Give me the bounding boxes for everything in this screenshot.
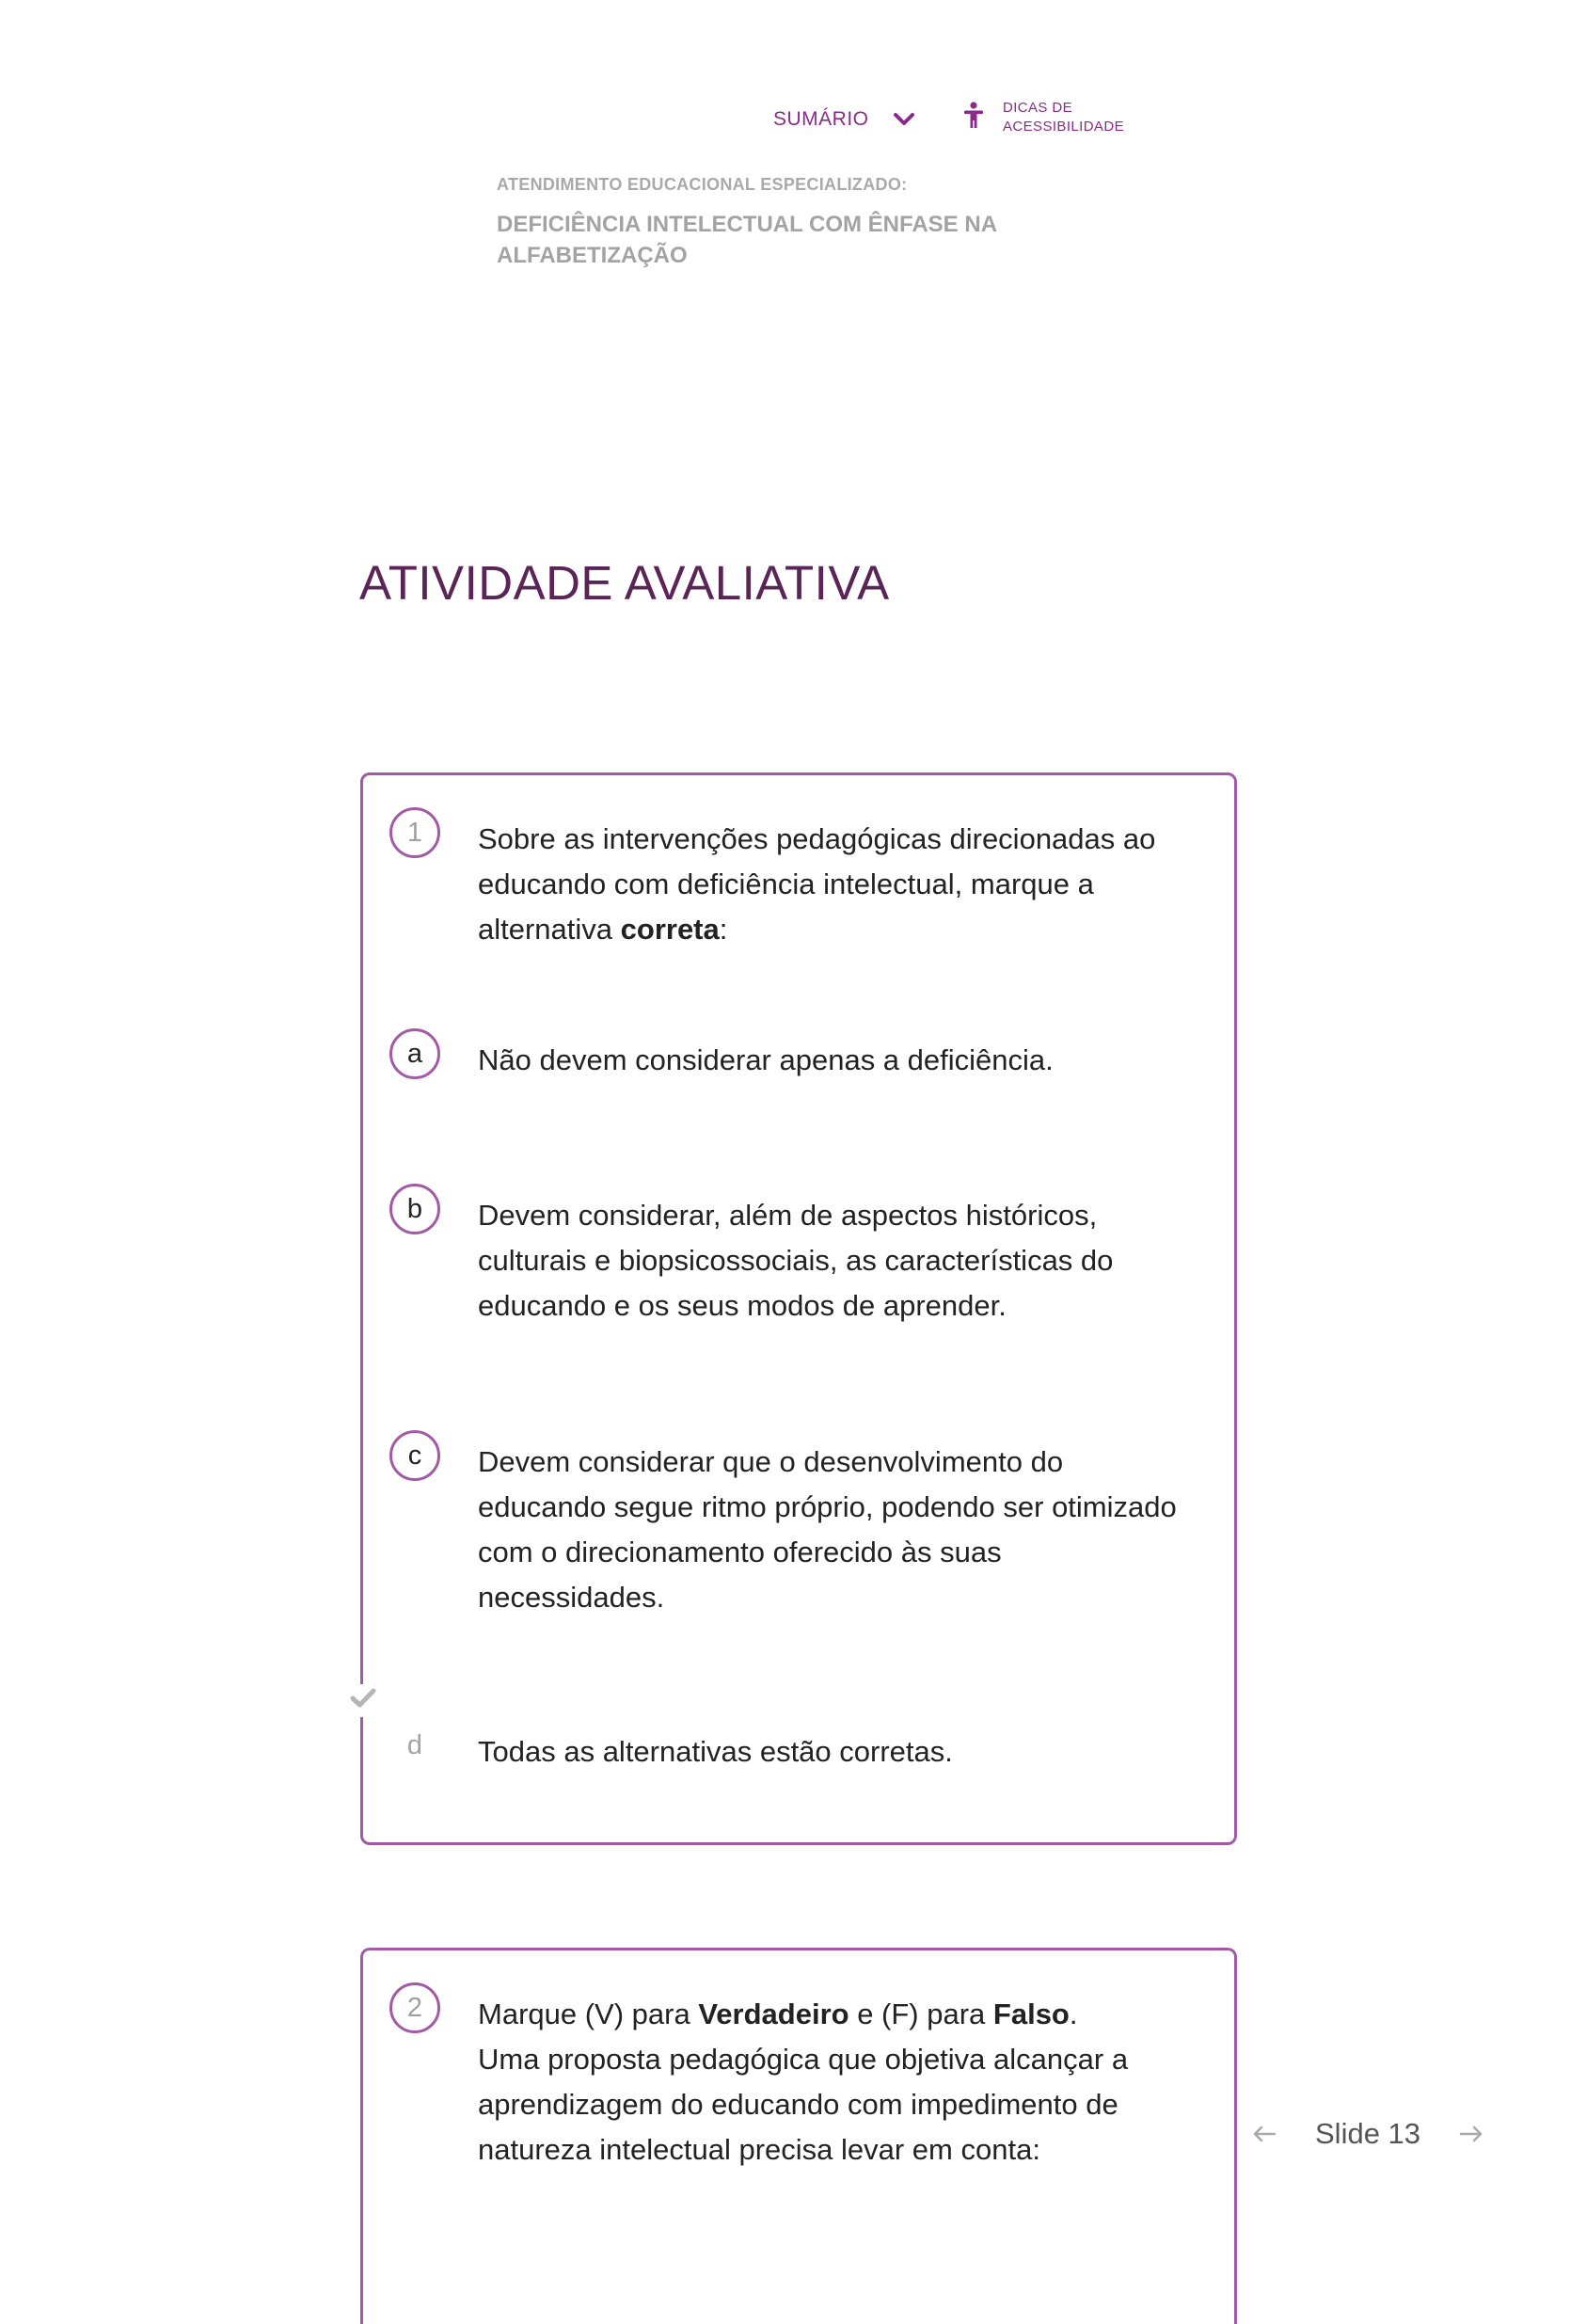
option-b-text[interactable]: Devem considerar, além de aspectos históricos, culturais e biopsicossociais, as características do educando e os seus modos de aprender. bbox=[478, 1199, 1114, 1322]
course-subtitle bbox=[497, 209, 1023, 271]
question-number-badge: 1 bbox=[389, 807, 440, 858]
accessibility-icon bbox=[963, 102, 984, 135]
next-slide-button[interactable] bbox=[1447, 2125, 1496, 2142]
question-number-badge-2: 2 bbox=[389, 1982, 440, 2033]
arrow-left-icon bbox=[1252, 2125, 1277, 2142]
accessibility-tips-link[interactable] bbox=[963, 99, 1124, 136]
option-c-badge[interactable]: c bbox=[389, 1430, 440, 1481]
accessibility-label-line1: DICAS DE bbox=[1003, 100, 1073, 116]
question-2-prompt bbox=[478, 1992, 1193, 2173]
arrow-right-icon bbox=[1459, 2125, 1483, 2142]
course-subtitle-line1: DEFICIÊNCIA INTELECTUAL COM ÊNFASE NA bbox=[497, 212, 998, 237]
option-d-badge[interactable]: d bbox=[389, 1720, 440, 1771]
question-1-prompt: Sobre as intervenções pedagógicas direcionadas ao educando com deficiência intelectual, marque a alternativa correta: bbox=[478, 822, 1156, 946]
option-a-badge[interactable]: a bbox=[389, 1028, 440, 1079]
question-2-instruction: Marque (V) para Verdadeiro e (F) para Falso. bbox=[478, 1998, 1078, 2030]
accessibility-label-line2: ACESSIBILIDADE bbox=[1003, 119, 1124, 135]
check-icon bbox=[348, 1684, 378, 1717]
slide-counter: Slide 13 bbox=[1315, 2117, 1421, 2150]
option-a-text[interactable]: Não devem considerar apenas a deficiência. bbox=[478, 1043, 1054, 1076]
summary-menu[interactable] bbox=[773, 105, 914, 134]
course-kicker: ATENDIMENTO EDUCACIONAL ESPECIALIZADO: bbox=[497, 175, 908, 194]
previous-slide-button[interactable] bbox=[1240, 2125, 1289, 2142]
question-2-statement: Uma proposta pedagógica que objetiva alcançar a aprendizagem do educando com impedimento de natureza intelectual precisa levar em conta: bbox=[478, 2043, 1129, 2166]
chevron-down-icon bbox=[894, 113, 914, 126]
option-c-text[interactable]: Devem considerar que o desenvolvimento do educando segue ritmo próprio, podendo ser otimizado com o direcionamento oferecido às suas necessidades. bbox=[478, 1445, 1177, 1614]
course-subtitle-line2: ALFABETIZAÇÃO bbox=[497, 243, 688, 268]
option-b-badge[interactable]: b bbox=[389, 1184, 440, 1234]
slide-navigation bbox=[1240, 2108, 1496, 2160]
summary-label: SUMÁRIO bbox=[773, 108, 869, 130]
emphasis-correta: correta bbox=[620, 913, 720, 946]
option-d-text[interactable]: Todas as alternativas estão corretas. bbox=[478, 1735, 953, 1768]
page-title: ATIVIDADE AVALIATIVA bbox=[359, 556, 890, 610]
